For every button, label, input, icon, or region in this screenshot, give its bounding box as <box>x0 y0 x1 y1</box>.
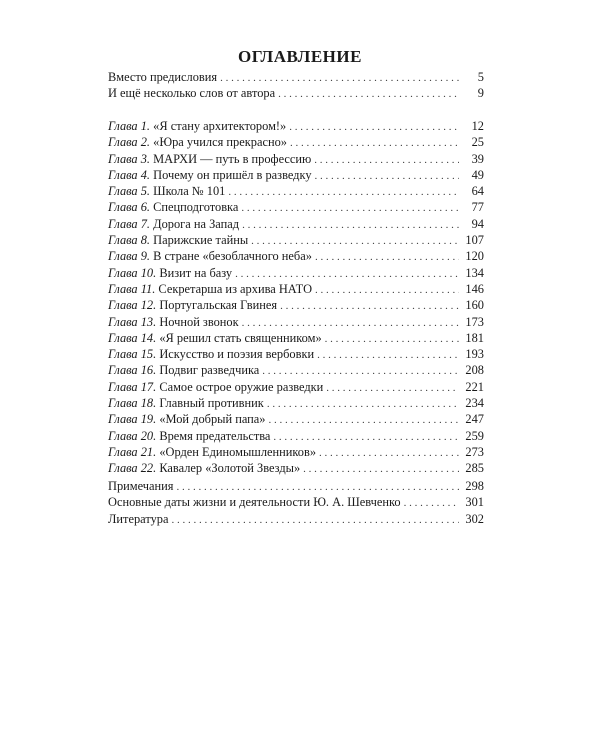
toc-entry-label <box>108 199 238 215</box>
chapter-title: Секретарша из архива НАТО <box>158 281 313 296</box>
chapter-number: Глава 10. <box>108 265 157 280</box>
dot-leader <box>325 331 459 347</box>
chapter-number: Глава 22. <box>108 461 157 476</box>
toc-entry-label: И ещё несколько слов от автора <box>108 86 276 101</box>
chapter-number: Глава 16. <box>108 363 157 378</box>
chapter-title: Искусство и поэзия вербовки <box>159 347 315 362</box>
toc-entry[interactable] <box>108 444 484 460</box>
chapter-title: В стране «безоблачного неба» <box>153 249 312 264</box>
toc-entry[interactable] <box>108 216 484 232</box>
toc-entry-label <box>108 314 239 330</box>
toc-back-matter <box>108 478 484 527</box>
toc-entry[interactable] <box>108 232 484 248</box>
chapter-title: Почему он пришёл в разведку <box>153 167 312 182</box>
toc-entry[interactable] <box>108 248 484 264</box>
page-number: 9 <box>477 86 484 101</box>
toc-entry[interactable] <box>108 511 484 527</box>
toc-entry-label <box>108 379 323 395</box>
toc-front-matter <box>108 69 484 102</box>
dot-leader <box>317 347 459 363</box>
dot-leader <box>278 86 459 102</box>
toc-entry-label <box>108 281 312 297</box>
page-number: 146 <box>465 281 484 296</box>
dot-leader <box>228 184 459 200</box>
dot-leader <box>319 445 459 461</box>
page-number: 234 <box>465 396 484 411</box>
dot-leader <box>290 135 459 151</box>
chapter-number: Глава 3. <box>108 151 151 166</box>
page-number: 94 <box>471 216 484 231</box>
chapter-number: Глава 7. <box>108 216 151 231</box>
toc-entry-label <box>108 362 259 378</box>
dot-leader <box>273 429 459 445</box>
chapter-number: Глава 5. <box>108 184 151 199</box>
toc-entry-label <box>108 134 287 150</box>
dot-leader <box>177 479 460 495</box>
toc-entry[interactable] <box>108 85 484 101</box>
toc-entry-label <box>108 346 314 362</box>
toc-entry-label <box>108 118 286 134</box>
page-number: 107 <box>465 233 484 248</box>
dot-leader <box>251 233 459 249</box>
toc-entry-label: Литература <box>108 511 169 526</box>
toc-entry-label <box>108 330 322 346</box>
chapter-title: Парижские тайны <box>153 233 249 248</box>
chapter-number: Глава 19. <box>108 412 157 427</box>
dot-leader <box>220 70 459 86</box>
toc-entry-label <box>108 232 248 248</box>
toc-entry-label <box>108 265 232 281</box>
toc-entry[interactable] <box>108 69 484 85</box>
toc-entry-label: Вместо предисловия <box>108 70 218 84</box>
chapter-number: Глава 15. <box>108 347 157 362</box>
page-number: 273 <box>465 444 484 459</box>
toc-entry[interactable] <box>108 395 484 411</box>
dot-leader <box>326 380 459 396</box>
page-number: 160 <box>465 298 484 313</box>
chapter-title: Дорога на Запад <box>153 216 240 231</box>
chapter-number: Глава 12. <box>108 298 157 313</box>
toc-entry[interactable] <box>108 379 484 395</box>
chapter-number: Глава 1. <box>108 119 151 133</box>
toc-entry[interactable] <box>108 411 484 427</box>
chapter-number: Глава 2. <box>108 135 151 150</box>
chapter-title: МАРХИ — путь в профессию <box>153 151 312 166</box>
page-number: 181 <box>465 330 484 345</box>
page-number: 221 <box>465 379 484 394</box>
dot-leader <box>315 282 459 298</box>
toc-entry[interactable] <box>108 314 484 330</box>
toc-entry[interactable] <box>108 330 484 346</box>
dot-leader <box>242 315 459 331</box>
chapter-title: «Мой добрый папа» <box>159 412 266 427</box>
chapter-title: «Я решил стать священником» <box>159 330 322 345</box>
chapter-title: «Юра учился прекрасно» <box>153 135 287 150</box>
toc-entry-label <box>108 248 312 264</box>
toc-entry[interactable] <box>108 265 484 281</box>
toc-chapters <box>108 118 484 477</box>
page-number: 259 <box>465 428 484 443</box>
dot-leader <box>289 119 459 135</box>
dot-leader <box>303 461 459 477</box>
chapter-number: Глава 20. <box>108 428 157 443</box>
toc-entry[interactable] <box>108 281 484 297</box>
chapter-number: Глава 14. <box>108 330 157 345</box>
chapter-title: «Я стану архитектором!» <box>153 119 287 133</box>
toc-entry-label: Основные даты жизни и деятельности Ю. А. Шевченко <box>108 495 401 510</box>
chapter-title: «Орден Единомышленников» <box>159 444 317 459</box>
toc-entry-label <box>108 428 270 444</box>
chapter-number: Глава 6. <box>108 200 151 215</box>
toc-entry[interactable] <box>108 151 484 167</box>
chapter-title: Время предательства <box>159 428 271 443</box>
chapter-number: Глава 18. <box>108 396 157 411</box>
toc-entry-label <box>108 411 266 427</box>
chapter-title: Португальская Гвинея <box>159 298 278 313</box>
page-title: ОГЛАВЛЕНИЕ <box>238 47 362 67</box>
page-number: 49 <box>471 167 484 182</box>
toc-entry[interactable] <box>108 346 484 362</box>
dot-leader <box>262 363 459 379</box>
toc-entry-label <box>108 183 225 199</box>
dot-leader <box>280 298 459 314</box>
page-number: 173 <box>465 314 484 329</box>
toc-entry[interactable] <box>108 297 484 313</box>
chapter-number: Глава 17. <box>108 379 157 394</box>
page-number: 208 <box>465 363 484 378</box>
page-number: 39 <box>471 151 484 166</box>
chapter-number: Глава 4. <box>108 167 151 182</box>
page-number: 193 <box>465 347 484 362</box>
chapter-number: Глава 11. <box>108 281 156 296</box>
toc-entry[interactable] <box>108 460 484 476</box>
chapter-title: Школа № 101 <box>153 184 226 199</box>
page-number: 302 <box>465 511 484 526</box>
page-number: 77 <box>471 200 484 215</box>
chapter-title: Подвиг разведчика <box>159 363 260 378</box>
toc-entry[interactable] <box>108 167 484 183</box>
toc-entry-label <box>108 460 300 476</box>
toc-entry[interactable] <box>108 428 484 444</box>
dot-leader <box>314 152 459 168</box>
toc-entry-label <box>108 444 316 460</box>
dot-leader <box>241 200 459 216</box>
toc-entry[interactable] <box>108 183 484 199</box>
chapter-title: Главный противник <box>159 396 264 411</box>
chapter-title: Ночной звонок <box>159 314 239 329</box>
page-number: 120 <box>465 249 484 264</box>
dot-leader <box>235 266 459 282</box>
chapter-number: Глава 21. <box>108 444 157 459</box>
toc-entry[interactable] <box>108 118 484 134</box>
page-number: 247 <box>465 412 484 427</box>
toc-entry[interactable] <box>108 134 484 150</box>
chapter-number: Глава 9. <box>108 249 151 264</box>
dot-leader <box>315 249 459 265</box>
dot-leader <box>171 512 459 528</box>
toc-entry-label: Примечания <box>108 479 174 493</box>
toc-entry[interactable] <box>108 494 484 510</box>
page-number: 25 <box>471 135 484 150</box>
page-number: 301 <box>465 495 484 510</box>
page-number: 285 <box>465 461 484 476</box>
chapter-title: Спецподготовка <box>153 200 239 215</box>
toc-entry-label <box>108 395 264 411</box>
page-number: 134 <box>465 265 484 280</box>
toc-entry-label <box>108 151 311 167</box>
dot-leader <box>404 495 459 511</box>
page-number: 298 <box>465 479 484 493</box>
chapter-title: Кавалер «Золотой Звезды» <box>159 461 301 476</box>
page-number: 5 <box>477 70 484 84</box>
toc-entry-label <box>108 297 277 313</box>
toc-entry-label <box>108 167 312 183</box>
toc-entry[interactable] <box>108 199 484 215</box>
dot-leader <box>267 396 459 412</box>
toc-entry[interactable] <box>108 362 484 378</box>
page-number: 64 <box>471 184 484 199</box>
toc-entry-label <box>108 216 239 232</box>
dot-leader <box>269 412 459 428</box>
toc-entry[interactable] <box>108 478 484 494</box>
dot-leader <box>242 217 459 233</box>
page-number: 12 <box>471 119 484 133</box>
chapter-title: Визит на базу <box>159 265 233 280</box>
chapter-title: Самое острое оружие разведки <box>159 379 324 394</box>
chapter-number: Глава 8. <box>108 233 151 248</box>
chapter-number: Глава 13. <box>108 314 157 329</box>
dot-leader <box>315 168 459 184</box>
